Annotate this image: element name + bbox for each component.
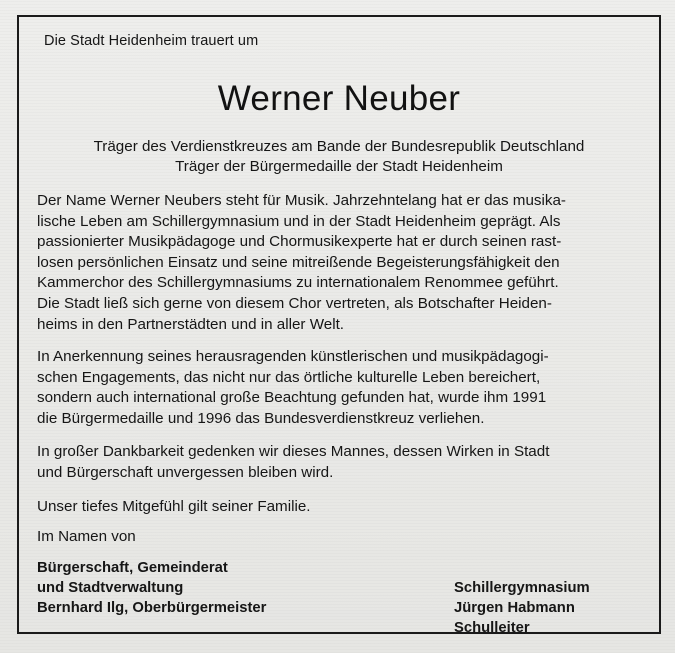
signatory-line: und Stadtverwaltung xyxy=(37,580,184,596)
obituary-notice xyxy=(17,15,661,634)
signatory-line: Schillergymnasium xyxy=(454,580,590,596)
paragraph-line: Der Name Werner Neubers steht für Musik. Jahrzehntelang hat er das musika- xyxy=(37,192,566,209)
paragraph-line: In großer Dankbarkeit gedenken wir dieses Mannes, dessen Wirken in Stadt xyxy=(37,443,550,460)
signatory-line: Bürgerschaft, Gemeinderat xyxy=(37,560,228,576)
paragraph-line: Unser tiefes Mitgefühl gilt seiner Familie. xyxy=(37,498,311,515)
paragraph-line: In Anerkennung seines herausragenden künstlerischen und musikpädagogi- xyxy=(37,348,549,365)
paragraph-line: die Bürgermedaille und 1996 das Bundesverdienstkreuz verliehen. xyxy=(37,409,485,427)
signatory-line: Schulleiter xyxy=(454,620,530,636)
paragraph-line: heims in den Partnerstädten und in aller Welt. xyxy=(37,315,345,333)
paragraph-line: Kammerchor des Schillergymnasiums zu internationalem Renommee geführt. xyxy=(37,274,559,292)
signatory-city xyxy=(37,558,266,618)
tribute-paragraph xyxy=(37,191,566,335)
paragraph-line: schen Engagements, das nicht nur das örtliche kulturelle Leben bereichert, xyxy=(37,368,541,386)
honor-line: Träger der Bürgermedaille der Stadt Heidenheim xyxy=(175,158,503,175)
intro-text: Die Stadt Heidenheim trauert um xyxy=(44,33,259,49)
paragraph-line: Die Stadt ließ sich gerne von diesem Chor vertreten, als Botschafter Heiden- xyxy=(37,294,552,312)
deceased-name: Werner Neuber xyxy=(217,79,461,118)
signatory-line: Bernhard Ilg, Oberbürgermeister xyxy=(37,600,267,616)
paragraph-line: losen persönlichen Einsatz und seine mitreißende Begeisterungsfähigkeit den xyxy=(37,253,560,271)
paragraph-line: lische Leben am Schillergymnasium und in der Stadt Heidenheim geprägt. Als xyxy=(37,212,561,230)
condolence-paragraph xyxy=(37,497,310,518)
recognition-paragraph xyxy=(37,347,549,429)
paragraph-line: passionierter Musikpädagoge und Chormusikexperte hat er durch seinen rast- xyxy=(37,233,562,251)
paragraph-line: sondern auch international große Beachtung gefunden hat, wurde ihm 1991 xyxy=(37,389,547,407)
on-behalf-label: Im Namen von xyxy=(37,528,136,545)
signatory-line: Jürgen Habmann xyxy=(454,600,575,616)
paragraph-line: und Bürgerschaft unvergessen bleiben wird. xyxy=(37,463,334,481)
signatory-school xyxy=(454,578,590,638)
honor-line: Träger des Verdienstkreuzes am Bande der Bundesrepublik Deutschland xyxy=(93,138,585,155)
gratitude-paragraph xyxy=(37,442,549,483)
